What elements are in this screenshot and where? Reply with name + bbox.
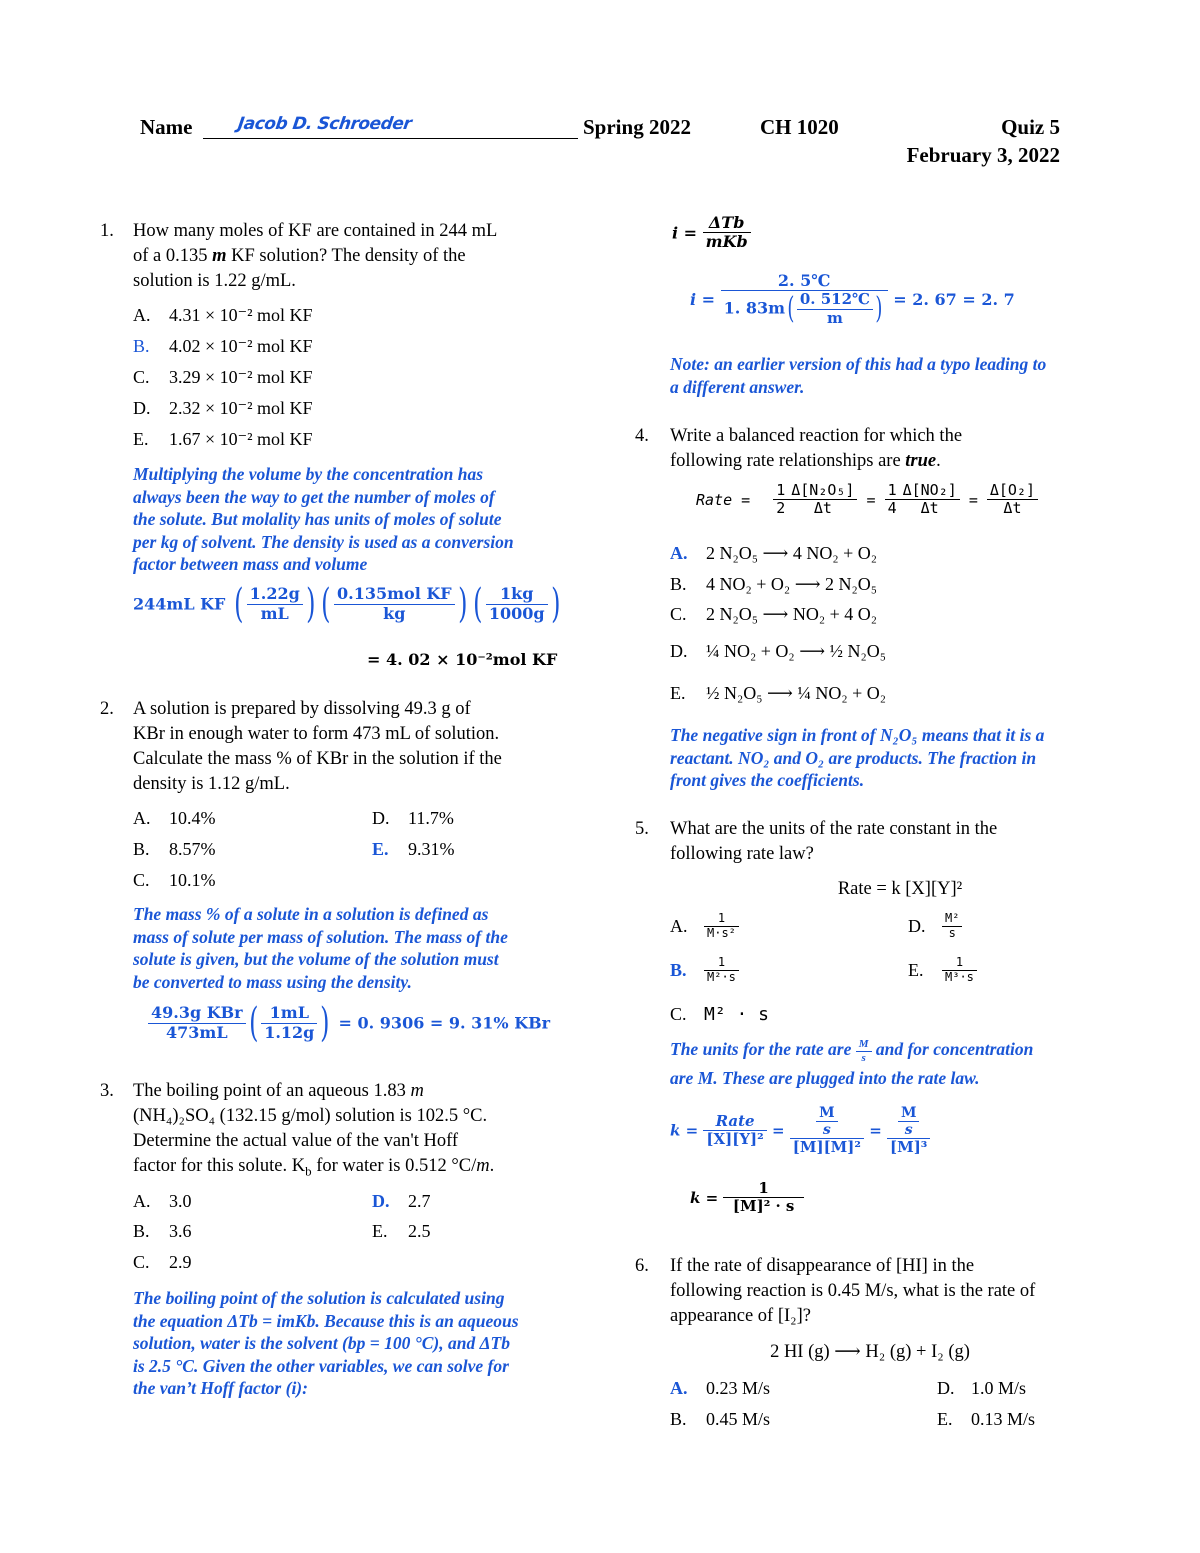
q2-text: A solution is prepared by dissolving 49.3 g of KBr in enough water to form 473 mL of solution. Calculate the mass % of KBr in the solution if the density is 1.12 g/mL.	[133, 699, 502, 794]
q2-number: 2.	[100, 699, 114, 719]
name-label: Name	[140, 115, 193, 139]
q5-rate-law: Rate = k [X][Y]²	[837, 879, 963, 899]
q5-equation-2: k = $\frac{1}{\text{[M]² · s}}$	[690, 1180, 804, 1216]
q1-explanation: Multiplying the volume by the concentration has always been the way to get the number of moles of the solute. But molality has units of moles of solute per kg of solvent. The density is used as a conversion factor between mass and volume	[133, 464, 514, 574]
q4-number: 4.	[635, 426, 649, 446]
term: Spring 2022	[583, 115, 691, 139]
q5-equation-1: k = $\frac{\text{Rate}}{\text{[X][Y]²}}$ = $\frac{\frac{M}{s}}{\text{[M][M]²}}$ = $\frac{\frac{M}{s}}{\text{[M]³}}$	[670, 1105, 930, 1156]
q3-option-d[interactable]: D. 2.7	[372, 1191, 431, 1211]
q5-text: What are the units of the rate constant in the following rate law?	[670, 819, 998, 864]
q6-option-e[interactable]: E. 0.13 M/s	[937, 1409, 1036, 1429]
q1-option-d[interactable]: D. 2.32 × 10⁻² mol KF	[133, 398, 313, 418]
q1-text: How many moles of KF are contained in 244 mL of a 0.135 m KF solution? The density of the solution is 1.22 g/mL.	[133, 221, 498, 291]
q3-option-c[interactable]: C. 2.9	[133, 1252, 192, 1272]
q3-option-b[interactable]: B. 3.6	[133, 1221, 192, 1241]
q2-option-e[interactable]: E. 9.31%	[372, 839, 455, 859]
q4-option-c[interactable]: C. 2 N₂O₅ ⟶ NO₂ + 4 O₂	[670, 604, 878, 624]
q1-number: 1.	[100, 221, 114, 241]
name-line	[203, 138, 578, 139]
q4-option-e[interactable]: E. ½ N₂O₅ ⟶ ¼ NO₂ + O₂	[670, 683, 887, 703]
q2-option-c[interactable]: C. 10.1%	[133, 870, 216, 890]
q3-text: The boiling point of an aqueous 1.83 m (NH₄)₂SO₄ (132.15 g/mol) solution is 102.5 °C. Determine the actual value of the van't Hoff factor for this solute. $K_b$ for water is 0.512 °C/m.	[133, 1081, 495, 1179]
q4-option-b[interactable]: B. 4 NO₂ + O₂ ⟶ 2 N₂O₅	[670, 574, 878, 594]
q5-option-e[interactable]: E. $\frac{1}{\text{M³·s}}$	[908, 956, 977, 985]
q2-option-b[interactable]: B. 8.57%	[133, 839, 216, 859]
q5-option-a[interactable]: A. $\frac{1}{\text{M·s²}}$	[670, 912, 739, 941]
q2-option-a[interactable]: A. 10.4%	[133, 808, 216, 828]
course: CH 1020	[760, 115, 839, 139]
q5-option-d[interactable]: D. $\frac{\text{M²}}{s}$	[908, 912, 962, 941]
signature: Jacob D. Schroeder	[236, 114, 413, 134]
q3-note: Note: an earlier version of this had a typo leading to a different answer.	[670, 354, 1047, 397]
q1-option-c[interactable]: C. 3.29 × 10⁻² mol KF	[133, 367, 313, 387]
q4-option-d[interactable]: D. ¼ NO₂ + O₂ ⟶ ½ N₂O₅	[670, 641, 887, 661]
q1-equation: 244mL KF ( $\frac{1.22g}{mL}$ ) ( $\frac{\text{0.135mol KF}}{kg}$ ) ( $\frac{1kg}{1000g}$ )	[133, 581, 561, 627]
q6-number: 6.	[635, 1256, 649, 1276]
q3-equation-solution: i = 2. 5℃ 1. 83m( $\frac{0. 512℃}{m}$ ) = 2. 67 = 2. 7	[690, 271, 1015, 327]
q1-option-b[interactable]: B. 4.02 × 10⁻² mol KF	[133, 336, 313, 356]
q3-number: 3.	[100, 1081, 114, 1101]
q1-equation-result: = 4. 02 × 10⁻²mol KF	[367, 650, 558, 669]
q3-option-a[interactable]: A. 3.0	[133, 1191, 192, 1211]
quiz-number: Quiz 5	[1001, 115, 1060, 139]
q4-option-a[interactable]: A. 2 N₂O₅ ⟶ 4 NO₂ + O₂	[670, 543, 878, 563]
q5-option-c[interactable]: C. M² · s	[670, 1004, 770, 1025]
q3-equation-formula: i = $\frac{\text{ΔTb}}{\text{mKb}}$	[672, 214, 751, 252]
q2-explanation: The mass % of a solute in a solution is defined as mass of solute per mass of solution. The mass of the solute is given, but the volume of the solution must be converted to mass using the density.	[133, 904, 508, 992]
q5-number: 5.	[635, 819, 649, 839]
q6-option-a[interactable]: A. 0.23 M/s	[670, 1378, 771, 1398]
q5-explanation: The units for the rate are $\frac{M}{s}$ and for concentration are M. These are plugged into the rate law.	[670, 1038, 1034, 1089]
q4-explanation: The negative sign in front of N₂O₅ means that it is a reactant. NO₂ and O₂ are products. The fraction in front gives the coefficients.	[670, 725, 1045, 790]
q3-explanation: The boiling point of the solution is calculated using the equation ΔTb = imKb. Because this is an aqueous solution, water is the solvent (bp = 100 °C), and ΔTb is 2.5 °C. Given the other variables, we can solve for the van’t Hoff factor (i):	[133, 1288, 519, 1398]
q6-option-d[interactable]: D. 1.0 M/s	[937, 1378, 1027, 1398]
q4-text: Write a balanced reaction for which the following rate relationships are true.	[670, 426, 963, 471]
q1-option-e[interactable]: E. 1.67 × 10⁻² mol KF	[133, 429, 313, 449]
q5-option-b[interactable]: B. $\frac{1}{\text{M²·s}}$	[670, 956, 739, 985]
q6-option-b[interactable]: B. 0.45 M/s	[670, 1409, 771, 1429]
q4-rate-expression: Rate = $\frac{1}{2}$ $\frac{\text{Δ[N₂O₅]}}{\Delta t}$ = $\frac{1}{4}$ $\frac{\text{Δ[NO₂]}}{\Delta t}$ = $\frac{\text{Δ[O₂]}}{\Delta t}$	[696, 482, 1038, 518]
q6-text: If the rate of disappearance of [HI] in the following reaction is 0.45 M/s, what is the rate of appearance of [I₂]?	[670, 1256, 1036, 1326]
q6-reaction: 2 HI (g) ⟶ H₂ (g) + I₂ (g)	[770, 1342, 970, 1362]
q2-equation: $\frac{\text{49.3g KBr}}{473mL}$ ( $\frac{1mL}{1.12g}$ ) = 0. 9306 = 9. 31% KBr	[148, 1003, 550, 1043]
q1-option-a[interactable]: A. 4.31 × 10⁻² mol KF	[133, 305, 313, 325]
quiz-date: February 3, 2022	[906, 143, 1060, 167]
q3-option-e[interactable]: E. 2.5	[372, 1221, 431, 1241]
q2-option-d[interactable]: D. 11.7%	[372, 808, 454, 828]
